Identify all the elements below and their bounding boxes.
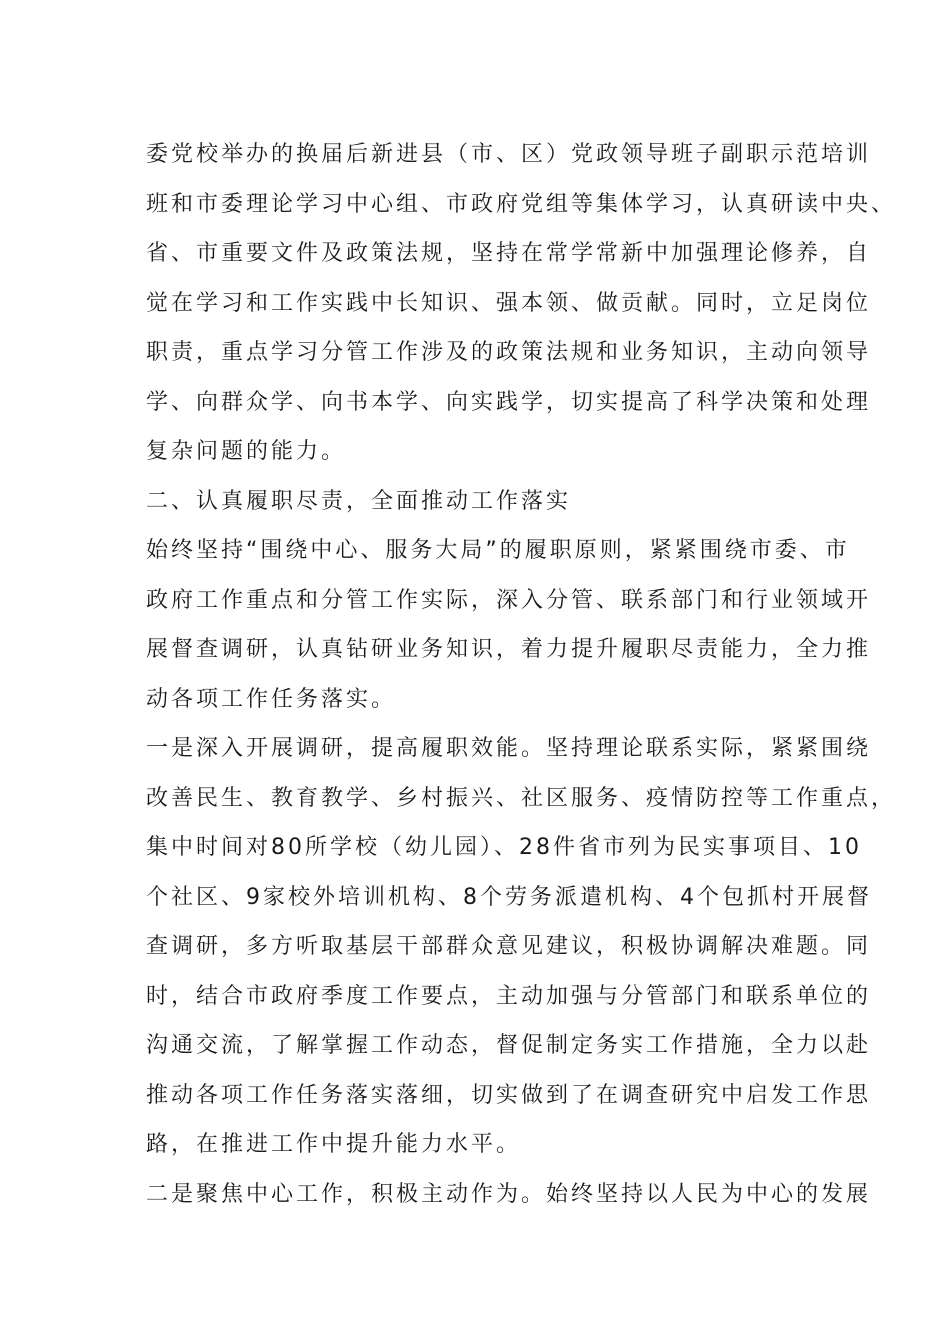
text-line: 路，在推进工作中提升能力水平。 — [146, 1132, 522, 1157]
text-line: 展督查调研，认真钻研业务知识，着力提升履职尽责能力，全力推 — [146, 637, 872, 662]
text-line: 政府工作重点和分管工作实际，深入分管、联系部门和行业领域开 — [146, 588, 872, 613]
text-line: 个社区、9家校外培训机构、8个劳务派遣机构、4个包抓村开展督 — [146, 885, 872, 910]
text-line: 委党校举办的换届后新进县（市、区）党政领导班子副职示范培训 — [146, 142, 872, 167]
text-line: 学、向群众学、向书本学、向实践学，切实提高了科学决策和处理 — [146, 390, 872, 415]
text-line: 职责，重点学习分管工作涉及的政策法规和业务知识，主动向领导 — [146, 340, 872, 365]
text-line: 一是深入开展调研，提高履职效能。坚持理论联系实际，紧紧围绕 — [146, 736, 872, 761]
text-line: 省、市重要文件及政策法规，坚持在常学常新中加强理论修养，自 — [146, 241, 872, 266]
text-line: 班和市委理论学习中心组、市政府党组等集体学习，认真研读中央、 — [146, 192, 897, 217]
text-line: 始终坚持“围绕中心、服务大局”的履职原则，紧紧围绕市委、市 — [146, 538, 850, 563]
text-line: 时，结合市政府季度工作要点，主动加强与分管部门和联系单位的 — [146, 984, 872, 1009]
text-line: 二是聚焦中心工作，积极主动作为。始终坚持以人民为中心的发展 — [146, 1182, 872, 1207]
text-line: 沟通交流，了解掌握工作动态，督促制定务实工作措施，全力以赴 — [146, 1033, 872, 1058]
text-line: 查调研，多方听取基层干部群众意见建议，积极协调解决难题。同 — [146, 934, 872, 959]
text-line: 改善民生、教育教学、乡村振兴、社区服务、疫情防控等工作重点， — [146, 786, 897, 811]
text-line: 集中时间对80所学校（幼儿园）、28件省市列为民实事项目、10 — [146, 835, 862, 860]
text-line: 动各项工作任务落实。 — [146, 687, 397, 712]
text-line: 复杂问题的能力。 — [146, 439, 347, 464]
section-heading: 二、认真履职尽责，全面推动工作落实 — [146, 489, 572, 514]
text-line: 推动各项工作任务落实落细，切实做到了在调查研究中启发工作思 — [146, 1083, 872, 1108]
text-line: 觉在学习和工作实践中长知识、强本领、做贡献。同时，立足岗位 — [146, 291, 872, 316]
